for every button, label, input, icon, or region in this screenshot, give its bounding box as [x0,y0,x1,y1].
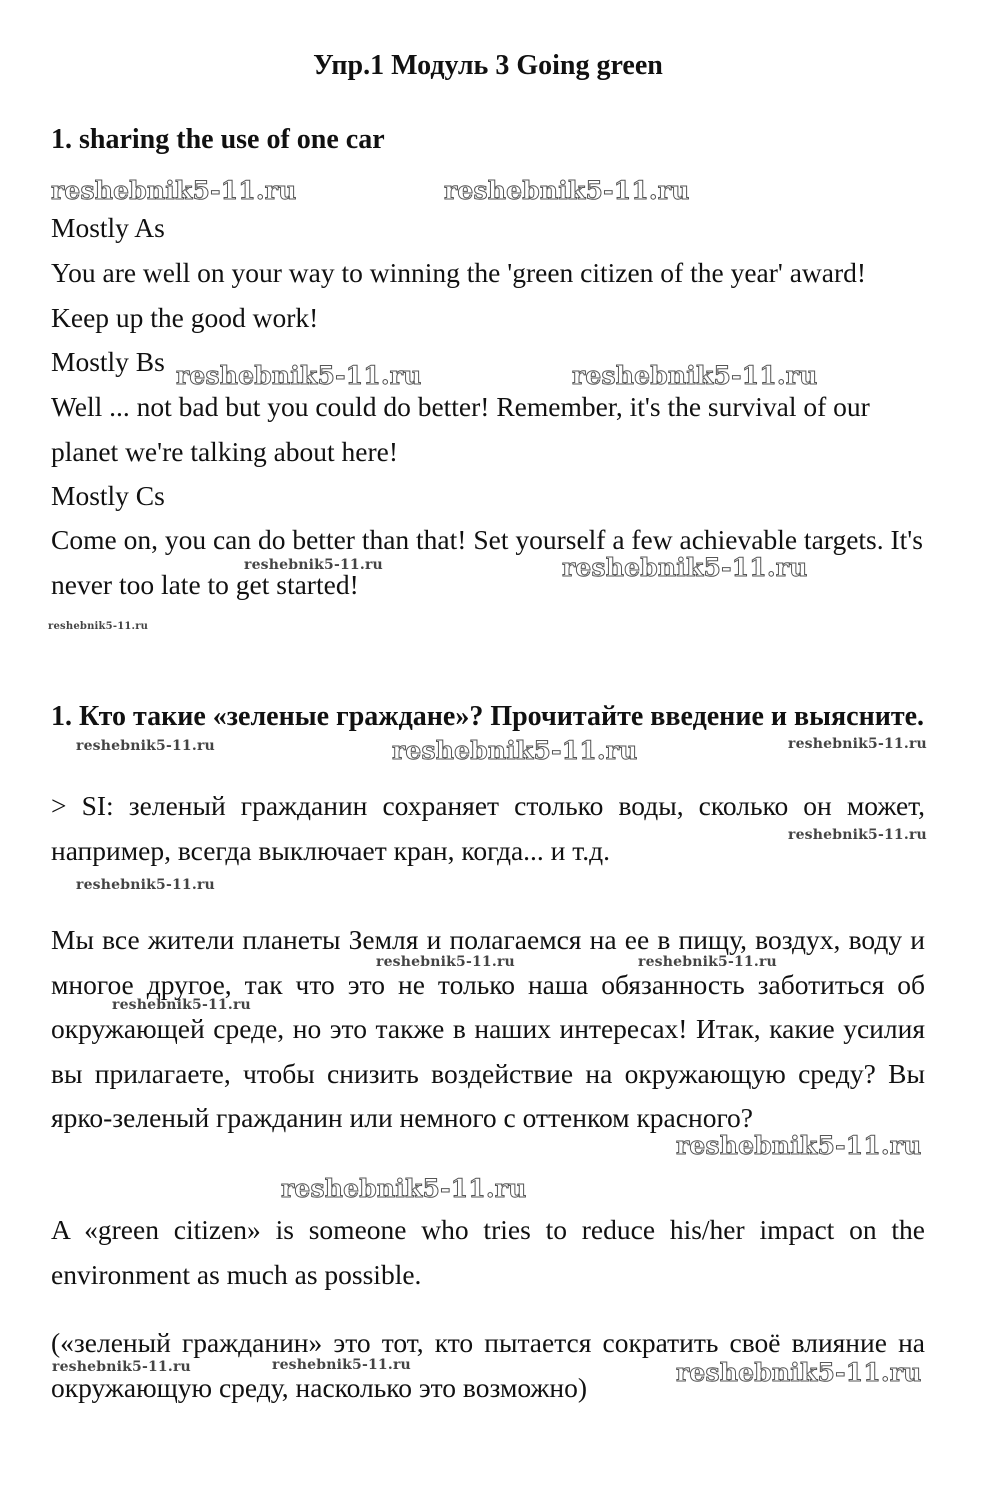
watermark: reshebnik5-11.ru [676,1358,922,1387]
watermark: reshebnik5-11.ru [376,954,515,970]
answer-si: > SI: зеленый гражданин сохраняет столько воды, сколько он может, например, всегда выключает кран, когда... и т.д. [51,790,925,866]
watermark: reshebnik5-11.ru [76,877,215,893]
mostly-b-label: Mostly Bs [51,346,165,377]
watermark: reshebnik5-11.ru [572,361,818,390]
intro-translation: Мы все жители планеты Земля и полагаемся на ее в пищу, воздух, воду и многое другое, так что это не только наша обязанность заботиться об окружающей среде, но это также в наших интересах! Итак, какие усилия вы прилагаете, чтобы снизить воздействие на окружающую среду? Вы ярко-зеленый гражданин или немного с оттенком красного? [51,924,925,1133]
watermark: reshebnik5-11.ru [244,557,383,573]
mostly-c-label: Mostly Cs [51,480,165,511]
mostly-a-text: You are well on your way to winning the 'green citizen of the year' award! Keep up the good work! [51,257,867,333]
watermark: reshebnik5-11.ru [638,954,777,970]
mostly-b-text: Well ... not bad but you could do better! Remember, it's the survival of our planet we're talking about here! [51,391,870,467]
section1-heading: 1. sharing the use of one car [51,124,385,155]
watermark: reshebnik5-11.ru [392,736,638,765]
mostly-a-label: Mostly As [51,212,165,243]
watermark: reshebnik5-11.ru [788,827,927,843]
watermark: reshebnik5-11.ru [51,176,297,205]
section2-heading: 1. Кто такие «зеленые граждане»? Прочитайте введение и выясните. [51,701,925,732]
watermark: reshebnik5-11.ru [76,738,215,754]
page-title: Упр.1 Модуль 3 Going green [313,50,663,81]
answer-russian: («зеленый гражданин» это тот, кто пытается сократить своё влияние на окружающую среду, насколько это возможно) [51,1327,925,1403]
watermark: reshebnik5-11.ru [281,1174,527,1203]
watermark: reshebnik5-11.ru [562,553,808,582]
watermark: reshebnik5-11.ru [112,997,251,1013]
watermark: reshebnik5-11.ru [272,1357,411,1373]
watermark: reshebnik5-11.ru [788,736,927,752]
mostly-c-text: Come on, you can do better than that! Set yourself a few achievable targets. It's never too late to get started! [51,524,923,600]
answer-english: A «green citizen» is someone who tries to reduce his/her impact on the environment as much as possible. [51,1214,925,1290]
watermark: reshebnik5-11.ru [176,361,422,390]
watermark: reshebnik5-11.ru [48,621,149,632]
watermark: reshebnik5-11.ru [444,176,690,205]
watermark: reshebnik5-11.ru [52,1359,191,1375]
watermark: reshebnik5-11.ru [676,1131,922,1160]
